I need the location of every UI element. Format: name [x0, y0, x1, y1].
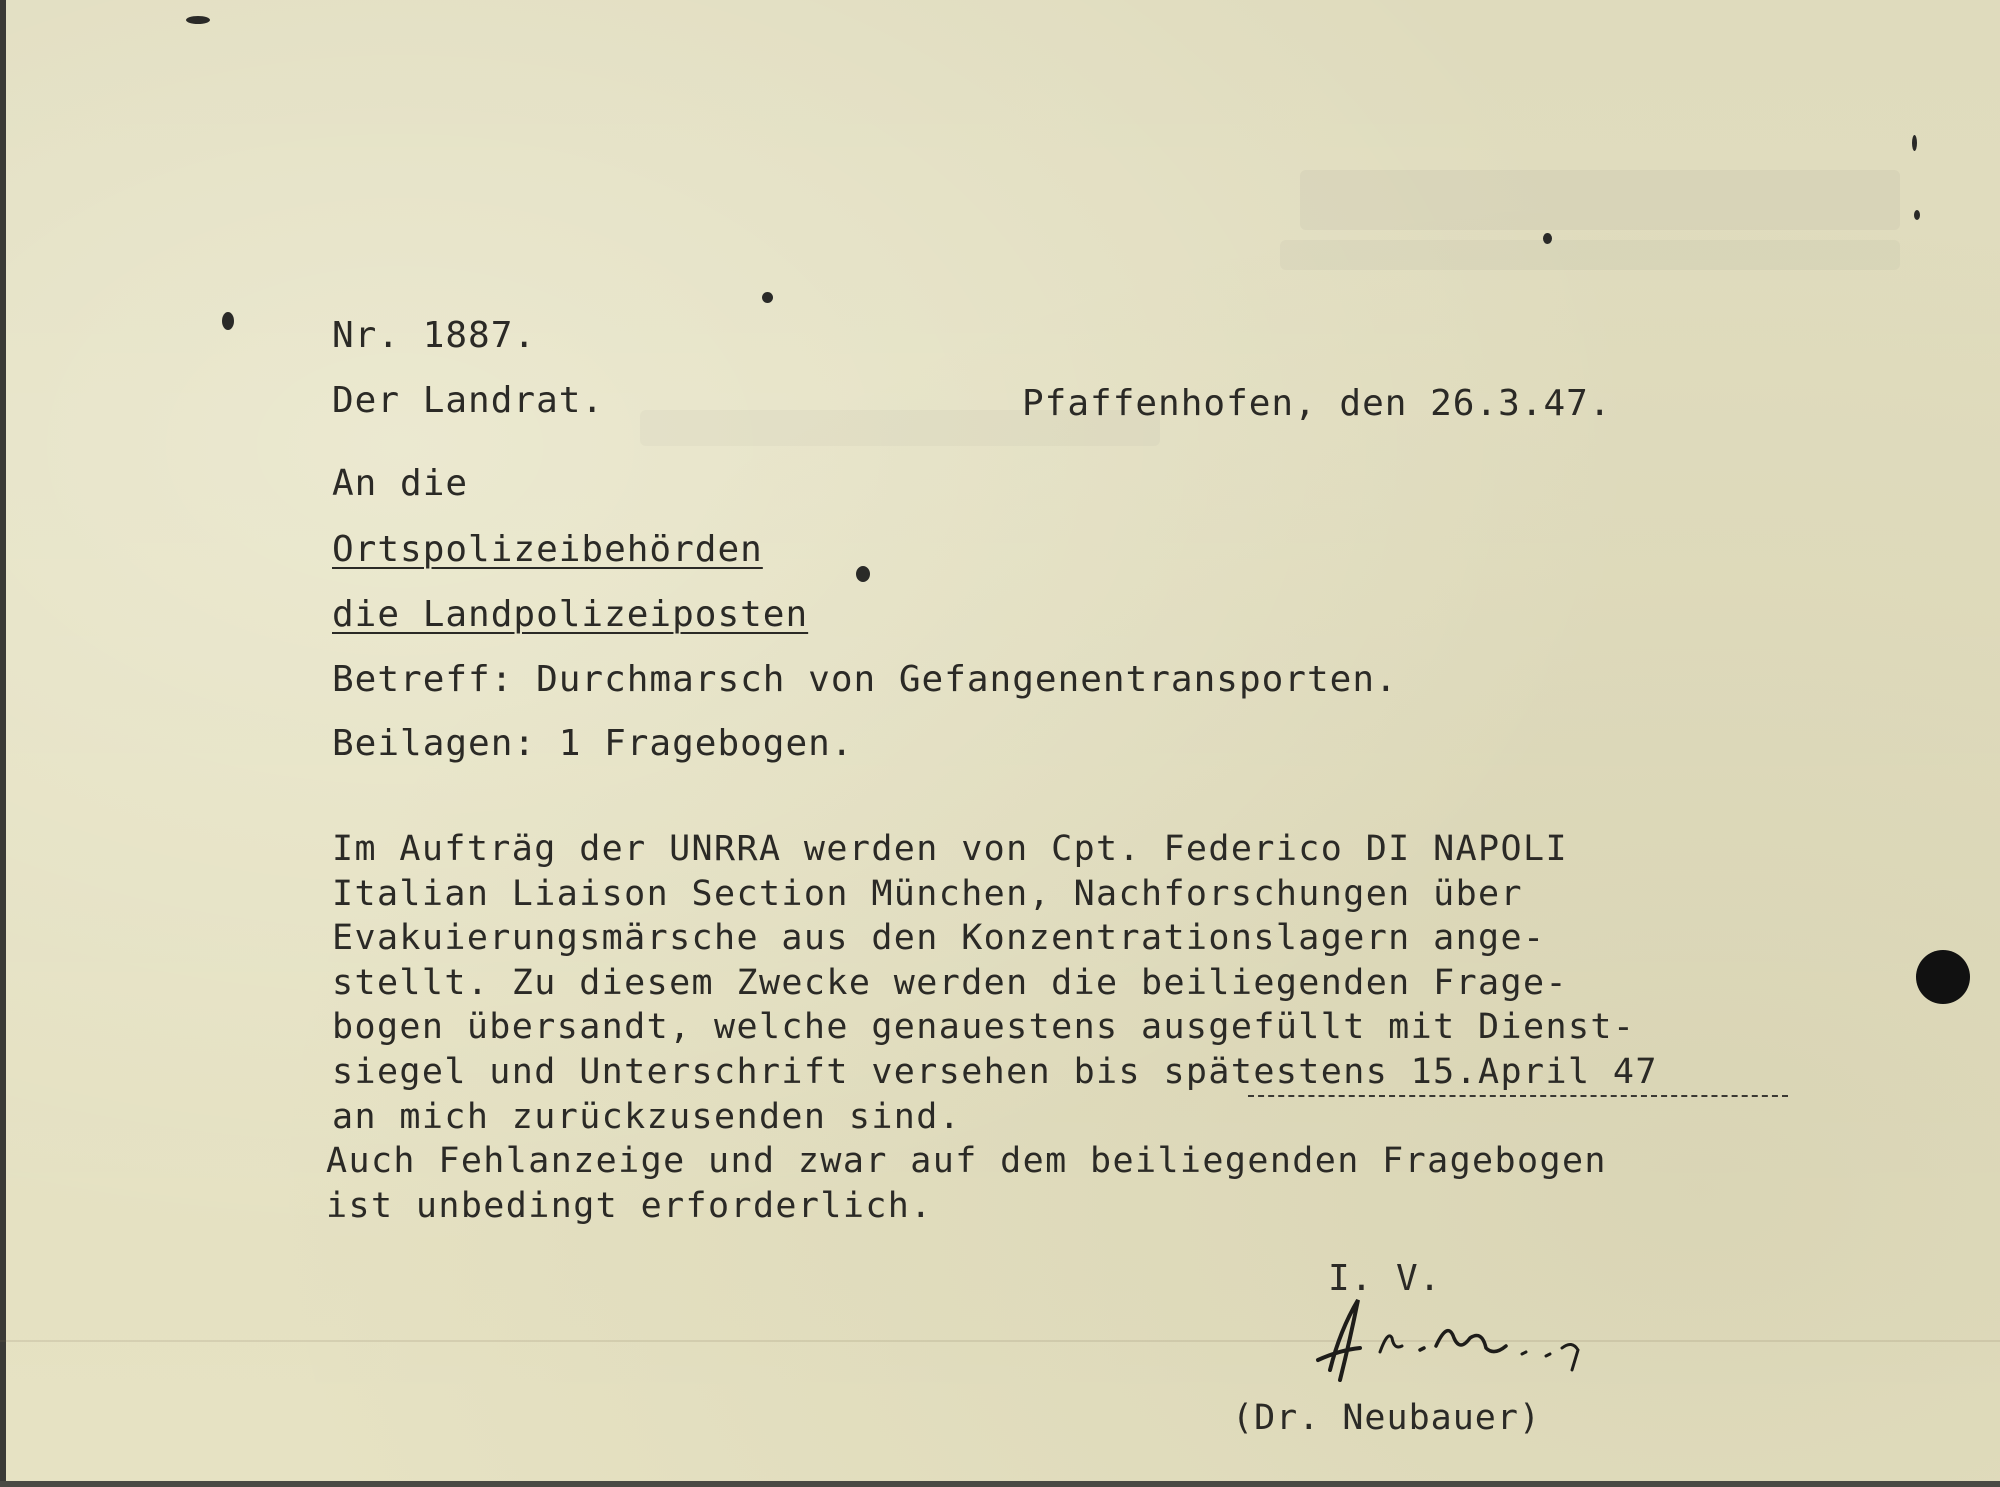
body-line: Italian Liaison Section München, Nachforschungen über: [332, 874, 1524, 914]
punch-hole: [1916, 950, 1970, 1004]
handwritten-signature: [1310, 1290, 1650, 1390]
recipient-line-2: die Landpolizeiposten: [332, 594, 809, 635]
body-line: stellt. Zu diesem Zwecke werden die beiliegenden Frage-: [332, 963, 1568, 1003]
place-date: Pfaffenhofen, den 26.3.47.: [1022, 383, 1612, 424]
body-line: siegel und Unterschrift versehen bis spätestens 15.April 47: [332, 1052, 1658, 1092]
bleed-through-shadow: [1280, 240, 1900, 270]
ink-speck: [1912, 135, 1917, 151]
paper-fold: [0, 1340, 2000, 1342]
body-line: Evakuierungsmärsche aus den Konzentrationslagern ange-: [332, 918, 1546, 958]
ink-speck: [186, 16, 210, 24]
enclosures-line: Beilagen: 1 Fragebogen.: [332, 723, 854, 764]
ink-speck: [222, 312, 234, 330]
letter-number: Nr. 1887.: [332, 315, 537, 356]
ink-speck: [856, 566, 870, 582]
recipient-line-1: Ortspolizeibehörden: [332, 529, 763, 570]
deadline-underline: [1248, 1095, 1788, 1097]
ink-speck: [1914, 210, 1920, 220]
ink-speck: [762, 292, 773, 303]
ink-speck: [1543, 233, 1552, 244]
scan-edge-left: [0, 0, 6, 1487]
body-line: an mich zurückzusenden sind.: [332, 1097, 962, 1137]
body-line: ist unbedingt erforderlich.: [326, 1186, 933, 1226]
subject-line: Betreff: Durchmarsch von Gefangenentransporten.: [332, 659, 1398, 700]
closing-iv: I. V.: [1328, 1258, 1442, 1299]
salutation: An die: [332, 463, 469, 504]
bleed-through-shadow: [1300, 170, 1900, 230]
signer-name: (Dr. Neubauer): [1232, 1398, 1542, 1438]
body-line: bogen übersandt, welche genauestens ausgefüllt mit Dienst-: [332, 1007, 1636, 1047]
scan-edge-bottom: [0, 1481, 2000, 1487]
body-line: Auch Fehlanzeige und zwar auf dem beiliegenden Fragebogen: [326, 1141, 1607, 1181]
body-line: Im Aufträg der UNRRA werden von Cpt. Federico DI NAPOLI: [332, 829, 1568, 869]
letter-sender: Der Landrat.: [332, 380, 605, 421]
